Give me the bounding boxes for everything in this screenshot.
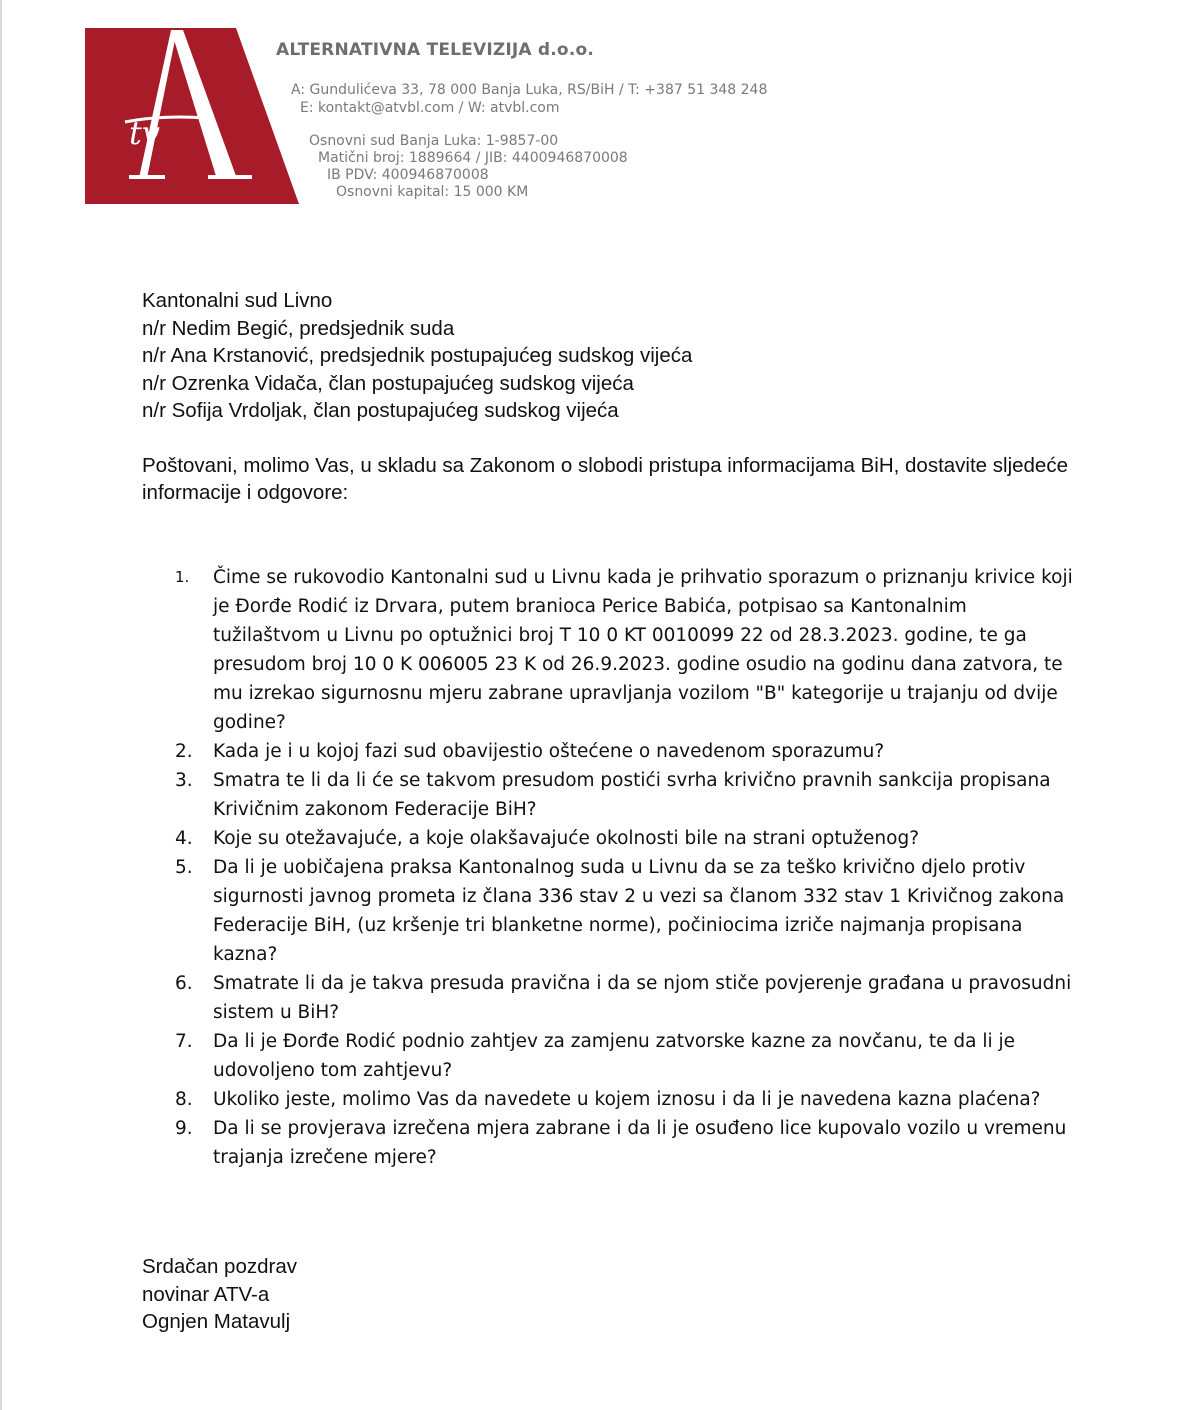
list-item [175, 824, 1075, 853]
question-number: 1. [175, 568, 190, 586]
list-item [175, 1114, 1075, 1172]
question-text: Da li je Đorđe Rodić podnio zahtjev za zamjenu zatvorske kazne za novčanu, te da li je udovoljeno tom zahtjevu? [213, 1031, 1016, 1081]
list-item [175, 1027, 1075, 1085]
question-number: 8. [175, 1089, 193, 1110]
question-text: Da li je uobičajena praksa Kantonalnog suda u Livnu da se za teško krivično djelo protiv sigurnosti javnog prometa iz člana 336 stav 2 u vezi sa članom 332 stav 1 Krivičnog zakona Federacije BiH, (uz kršenje tri blanketne norme), počiniocima izriče najmanja propisana kazna? [213, 857, 1065, 965]
question-text: Koje su otežavajuće, a koje olakšavajuće okolnosti bile na strani optuženog? [213, 828, 920, 849]
company-name: ALTERNATIVNA TELEVIZIJA d.o.o. [276, 40, 595, 60]
closing-block [142, 1253, 297, 1336]
list-item [175, 766, 1075, 824]
question-text: Smatrate li da je takva presuda pravična i da se njom stiče povjerenje građana u pravosudni sistem u BiH? [213, 973, 1072, 1023]
logo-text: tv [129, 114, 160, 152]
recipient-line: n/r Sofija Vrdoljak, član postupajućeg sudskog vijeća [142, 399, 619, 422]
vat-number: IB PDV: 400946870008 [327, 167, 489, 183]
page-edge [0, 0, 2, 1410]
list-item [175, 969, 1075, 1027]
recipient-line: n/r Nedim Begić, predsjednik suda [142, 316, 455, 340]
author-role: novinar ATV-a [142, 1282, 270, 1306]
question-number: 2. [175, 741, 193, 762]
company-address: A: Gundulićeva 33, 78 000 Banja Luka, RS/BiH / T: +387 51 348 248 [291, 82, 768, 98]
author-name: Ognjen Matavulj [142, 1310, 291, 1333]
intro-paragraph: Poštovani, molimo Vas, u skladu sa Zakonom o slobodi pristupa informacijama BiH, dostavite sljedeće informacije i odgovore: [142, 454, 1068, 504]
question-text: Ukoliko jeste, molimo Vas da navedete u kojem iznosu i da li je navedena kazna plaćena? [213, 1089, 1041, 1110]
recipient-line: Kantonalni sud Livno [142, 289, 333, 312]
company-contact: E: kontakt@atvbl.com / W: atvbl.com [300, 100, 560, 116]
question-number: 3. [175, 770, 193, 791]
list-item [175, 737, 1075, 766]
closing-greeting: Srdačan pozdrav [142, 1255, 297, 1278]
atv-logo-icon [85, 28, 299, 204]
question-text: Da li se provjerava izrečena mjera zabrane i da li je osuđeno lice kupovalo vozilo u vremenu trajanja izrečene mjere? [213, 1118, 1067, 1168]
share-capital: Osnovni kapital: 15 000 KM [336, 184, 529, 200]
registration-numbers: Matični broj: 1889664 / JIB: 4400946870008 [318, 150, 628, 166]
questions-list [175, 563, 1075, 1172]
recipients-block [142, 287, 692, 425]
question-text: Čime se rukovodio Kantonalni sud u Livnu kada je prihvatio sporazum o priznanju krivice koji je Đorđe Rodić iz Drvara, putem branioca Perice Babića, potpisao sa Kantonalnim tužilaštvom u Livnu po optužnici broj T 10 0 KT 0010099 22 od 28.3.2023. godine, te ga presudom broj 10 0 K 006005 23 K od 26.9.2023. godine osudio na godinu dana zatvora, te mu izrekao sigurnosnu mjeru zabrane upravljanja vozilom "B" kategorije u trajanju od dvije godine? [213, 567, 1073, 733]
list-item [175, 853, 1075, 969]
court-registration: Osnovni sud Banja Luka: 1-9857-00 [309, 133, 559, 149]
list-item [175, 1085, 1075, 1114]
question-number: 9. [175, 1118, 193, 1139]
question-text: Kada je i u kojoj fazi sud obavijestio oštećene o navedenom sporazumu? [213, 741, 885, 762]
recipient-line: n/r Ozrenka Vidača, član postupajućeg sudskog vijeća [142, 371, 634, 395]
question-text: Smatra te li da li će se takvom presudom postići svrha krivično pravnih sankcija propisana Krivičnim zakonom Federacije BiH? [213, 770, 1051, 820]
question-number: 5. [175, 857, 193, 878]
question-number: 6. [175, 973, 193, 994]
recipient-line: n/r Ana Krstanović, predsjednik postupajućeg sudskog vijeća [142, 344, 693, 367]
question-number: 4. [175, 828, 193, 849]
list-item [175, 563, 1075, 737]
question-number: 7. [175, 1031, 193, 1052]
